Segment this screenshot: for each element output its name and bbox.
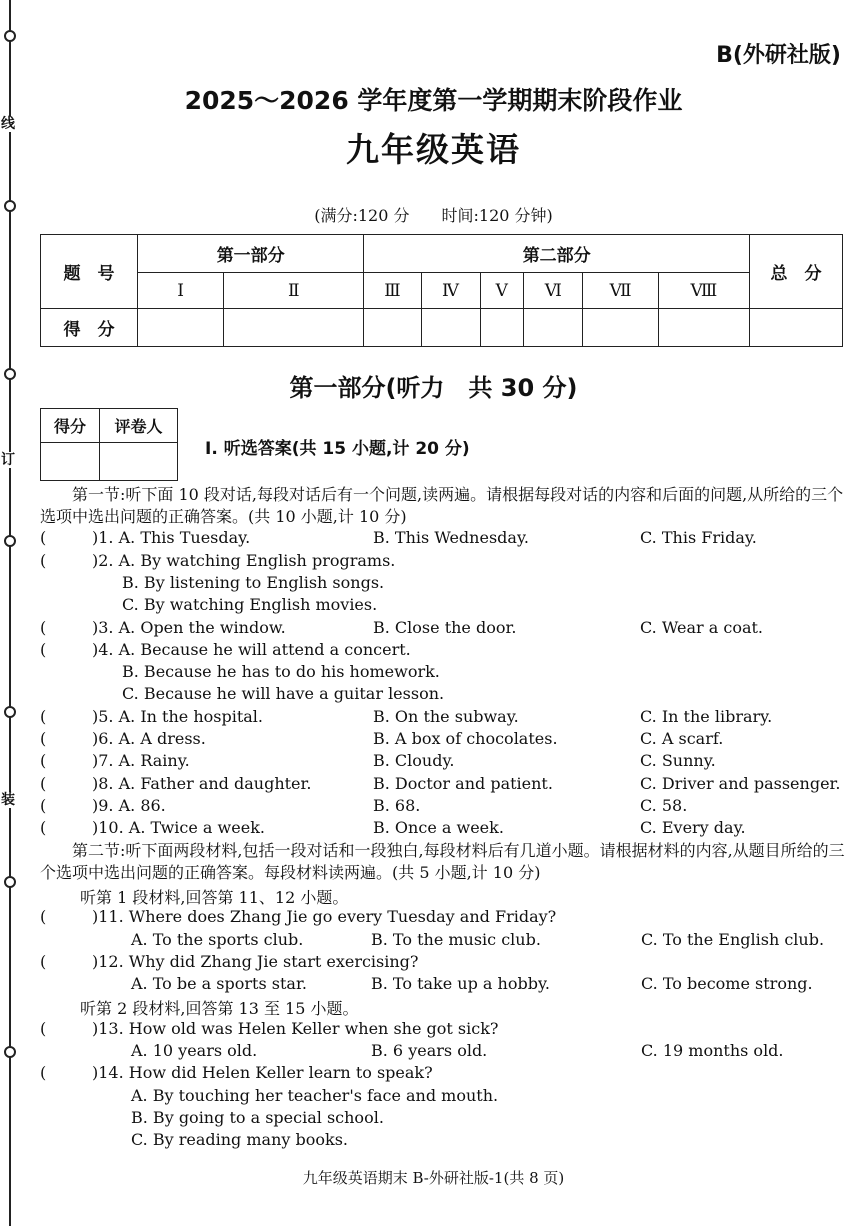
q7-option-c: C. Sunny. [640,751,716,770]
score-table [40,234,843,347]
binding-circle [4,1046,16,1058]
material1-label: 听第 1 段材料,回答第 11、12 小题。 [80,888,349,907]
row-header-score: 得 分 [41,309,138,347]
row-header-number: 题 号 [41,235,138,309]
exam-info: (满分:120 分 时间:120 分钟) [314,206,553,225]
header-total: 总 分 [750,235,843,309]
answer-paren[interactable]: ( [40,1063,47,1082]
answer-paren[interactable]: ( [40,952,47,971]
answer-paren[interactable]: ( [40,907,47,926]
q14-stem: )14. How did Helen Keller learn to speak? [92,1063,433,1082]
q11-stem: )11. Where does Zhang Jie go every Tuesday and Friday? [92,907,557,926]
material2-label: 听第 2 段材料,回答第 13 至 15 小题。 [80,999,359,1018]
instruction-part2: 第二节:听下面两段材料,包括一段对话和一段独白,每段材料后有几道小题。请根据材料的内容,从题目所给的三个选项中选出问题的正确答案。每段材料读两遍。(共 5 小题,计 10 分) [40,841,845,882]
grader-box [40,408,178,481]
q6-option-a: )6. A. A dress. [92,729,206,748]
grader-name-label: 评卷人 [100,409,178,443]
q13-option-c: C. 19 months old. [641,1041,784,1060]
score-cell[interactable] [480,309,524,347]
exam-title: 2025～2026 学年度第一学期期末阶段作业 [184,86,683,115]
q4-option-a: )4. A. Because he will attend a concert. [92,640,411,659]
score-cell[interactable] [658,309,749,347]
q3-option-c: C. Wear a coat. [640,618,763,637]
q11-option-b: B. To the music club. [371,930,541,949]
answer-paren[interactable]: ( [40,618,47,637]
header-part2: 第二部分 [364,235,750,273]
q9-option-a: )9. A. 86. [92,796,166,815]
score-cell[interactable] [421,309,480,347]
q6-option-c: C. A scarf. [640,729,724,748]
q5-option-a: )5. A. In the hospital. [92,707,263,726]
score-cell[interactable] [138,309,224,347]
q13-option-a: A. 10 years old. [131,1041,258,1060]
binding-circle [4,706,16,718]
binding-circle [4,535,16,547]
q10-option-c: C. Every day. [640,818,746,837]
score-cell[interactable] [224,309,364,347]
q14-option-a: A. By touching her teacher's face and mouth. [131,1086,499,1105]
q1-option-b: B. This Wednesday. [373,528,529,547]
numeral-4: Ⅳ [421,273,480,309]
section-title: Ⅰ. 听选答案(共 15 小题,计 20 分) [205,439,470,459]
part-heading: 第一部分(听力 共 30 分) [289,374,578,402]
grader-score-label: 得分 [41,409,100,443]
score-cell-total[interactable] [750,309,843,347]
answer-paren[interactable]: ( [40,640,47,659]
numeral-1: Ⅰ [138,273,224,309]
q5-option-c: C. In the library. [640,707,773,726]
q12-option-b: B. To take up a hobby. [371,974,550,993]
q9-option-b: B. 68. [373,796,421,815]
q3-option-a: )3. A. Open the window. [92,618,286,637]
q8-option-b: B. Doctor and patient. [373,774,553,793]
binding-char-line: 线 [1,116,15,132]
q4-option-c: C. Because he will have a guitar lesson. [122,684,445,703]
binding-char-bind: 装 [1,792,15,808]
answer-paren[interactable]: ( [40,751,47,770]
q3-option-b: B. Close the door. [373,618,517,637]
q9-option-c: C. 58. [640,796,688,815]
instruction-part1: 第一节:听下面 10 段对话,每段对话后有一个问题,读两遍。请根据每段对话的内容和后面的问题,从所给的三个选项中选出问题的正确答案。(共 10 小题,计 10 分) [40,485,844,526]
q1-option-c: C. This Friday. [640,528,757,547]
answer-paren[interactable]: ( [40,729,47,748]
q12-option-c: C. To become strong. [641,974,813,993]
score-cell[interactable] [524,309,583,347]
binding-circle [4,30,16,42]
q2-option-a: )2. A. By watching English programs. [92,551,396,570]
q11-option-c: C. To the English club. [641,930,825,949]
binding-line [9,0,11,1226]
numeral-8: Ⅷ [658,273,749,309]
q2-option-c: C. By watching English movies. [122,595,378,614]
q6-option-b: B. A box of chocolates. [373,729,558,748]
numeral-5: Ⅴ [480,273,524,309]
subject-title: 九年级英语 [346,130,521,169]
q10-option-b: B. Once a week. [373,818,504,837]
answer-paren[interactable]: ( [40,707,47,726]
q2-option-b: B. By listening to English songs. [122,573,385,592]
numeral-2: Ⅱ [224,273,364,309]
answer-paren[interactable]: ( [40,818,47,837]
grader-name-cell[interactable] [100,443,178,481]
answer-paren[interactable]: ( [40,774,47,793]
q12-stem: )12. Why did Zhang Jie start exercising? [92,952,419,971]
q8-option-a: )8. A. Father and daughter. [92,774,312,793]
q8-option-c: C. Driver and passenger. [640,774,841,793]
answer-paren[interactable]: ( [40,796,47,815]
q13-option-b: B. 6 years old. [371,1041,488,1060]
answer-paren[interactable]: ( [40,551,47,570]
score-cell[interactable] [364,309,421,347]
score-cell[interactable] [583,309,658,347]
binding-circle [4,876,16,888]
q14-option-c: C. By reading many books. [131,1130,349,1149]
binding-char-order: 订 [1,452,15,468]
numeral-7: Ⅶ [583,273,658,309]
q14-option-b: B. By going to a special school. [131,1108,384,1127]
q1-option-a: )1. A. This Tuesday. [92,528,251,547]
grader-score-cell[interactable] [41,443,100,481]
q12-option-a: A. To be a sports star. [131,974,307,993]
q5-option-b: B. On the subway. [373,707,519,726]
header-part1: 第一部分 [138,235,364,273]
answer-paren[interactable]: ( [40,528,47,547]
answer-paren[interactable]: ( [40,1019,47,1038]
q10-option-a: )10. A. Twice a week. [92,818,265,837]
edition-label: B(外研社版) [716,43,841,68]
q11-option-a: A. To the sports club. [131,930,304,949]
numeral-3: Ⅲ [364,273,421,309]
numeral-6: Ⅵ [524,273,583,309]
q13-stem: )13. How old was Helen Keller when she got sick? [92,1019,499,1038]
q7-option-a: )7. A. Rainy. [92,751,190,770]
q4-option-b: B. Because he has to do his homework. [122,662,440,681]
page-footer: 九年级英语期末 B-外研社版-1(共 8 页) [302,1169,565,1187]
q7-option-b: B. Cloudy. [373,751,455,770]
